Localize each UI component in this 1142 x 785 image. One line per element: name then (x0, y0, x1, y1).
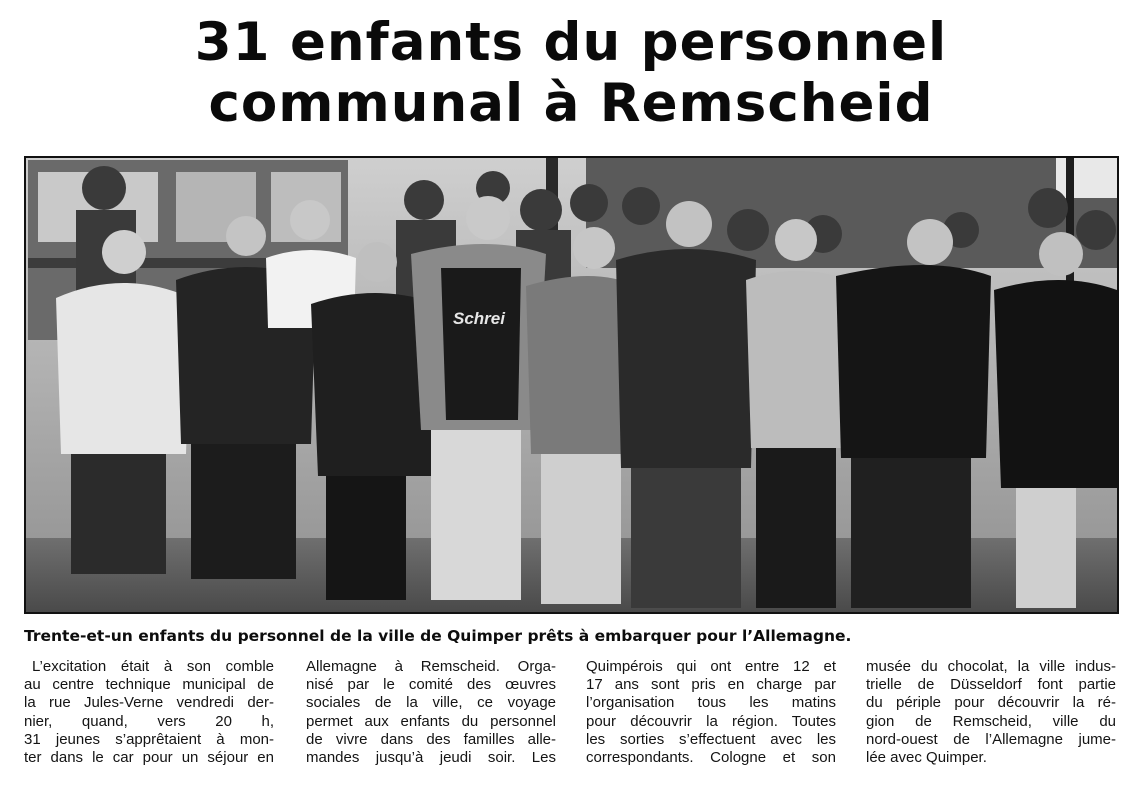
article-column-2 (306, 658, 556, 767)
column-4-line: nord-ouest de l’Allemagne jume- (866, 730, 1116, 748)
column-1-line: au centre technique municipal de (24, 676, 274, 694)
group-photo (24, 156, 1119, 614)
column-4-line: lée avec Quimper. (866, 749, 987, 767)
column-2-line: de vivre dans des familles alle- (306, 730, 556, 748)
column-4-line: gion de Remscheid, ville du (866, 712, 1116, 730)
column-3-line: Quimpérois qui ont entre 12 et (586, 658, 836, 675)
photo-caption: Trente-et-un enfants du personnel de la ville de Quimper prêts à embarquer pour l’Allemagne. (24, 627, 852, 645)
column-3-line: pour découvrir la région. Toutes (586, 712, 836, 730)
column-2-line: sociales de la ville, ce voyage (306, 694, 556, 712)
column-1-line: la rue Jules-Verne vendredi der- (24, 694, 274, 712)
column-4-line: du périple pour découvrir la ré- (866, 694, 1116, 712)
column-3-line: correspondants. Cologne et son (586, 749, 836, 767)
headline-line-2: communal à Remscheid (208, 73, 934, 134)
column-4-line: trielle de Düsseldorf font partie (866, 676, 1116, 694)
article-column-1 (24, 658, 274, 767)
article-headline (0, 12, 1142, 134)
column-1-line: nier, quand, vers 20 h, (24, 712, 274, 730)
group-photo-illustration (26, 158, 1117, 612)
column-2-line: nisé par le comité des œuvres (306, 676, 556, 694)
column-3-line: les sorties s’effectuent avec les (586, 730, 836, 748)
column-3-line: 17 ans sont pris en charge par (586, 676, 836, 694)
column-2-line: Allemagne à Remscheid. Orga- (306, 658, 556, 675)
column-1-line: 31 jeunes s’apprêtaient à mon- (24, 730, 274, 748)
article-column-4 (866, 658, 1116, 767)
column-1-line: L’excitation était à son comble (32, 658, 274, 675)
column-1-line: ter dans le car pour un séjour en (24, 749, 274, 767)
sweater-logo-text: Schrei (453, 309, 505, 328)
column-4-line: musée du chocolat, la ville indus- (866, 658, 1116, 675)
headline-line-1: 31 enfants du personnel (194, 12, 948, 73)
column-2-line: permet aux enfants du personnel (306, 712, 556, 730)
column-2-line: mandes jusqu’à jeudi soir. Les (306, 749, 556, 767)
article-column-3 (586, 658, 836, 767)
column-3-line: l’organisation tous les matins (586, 694, 836, 712)
